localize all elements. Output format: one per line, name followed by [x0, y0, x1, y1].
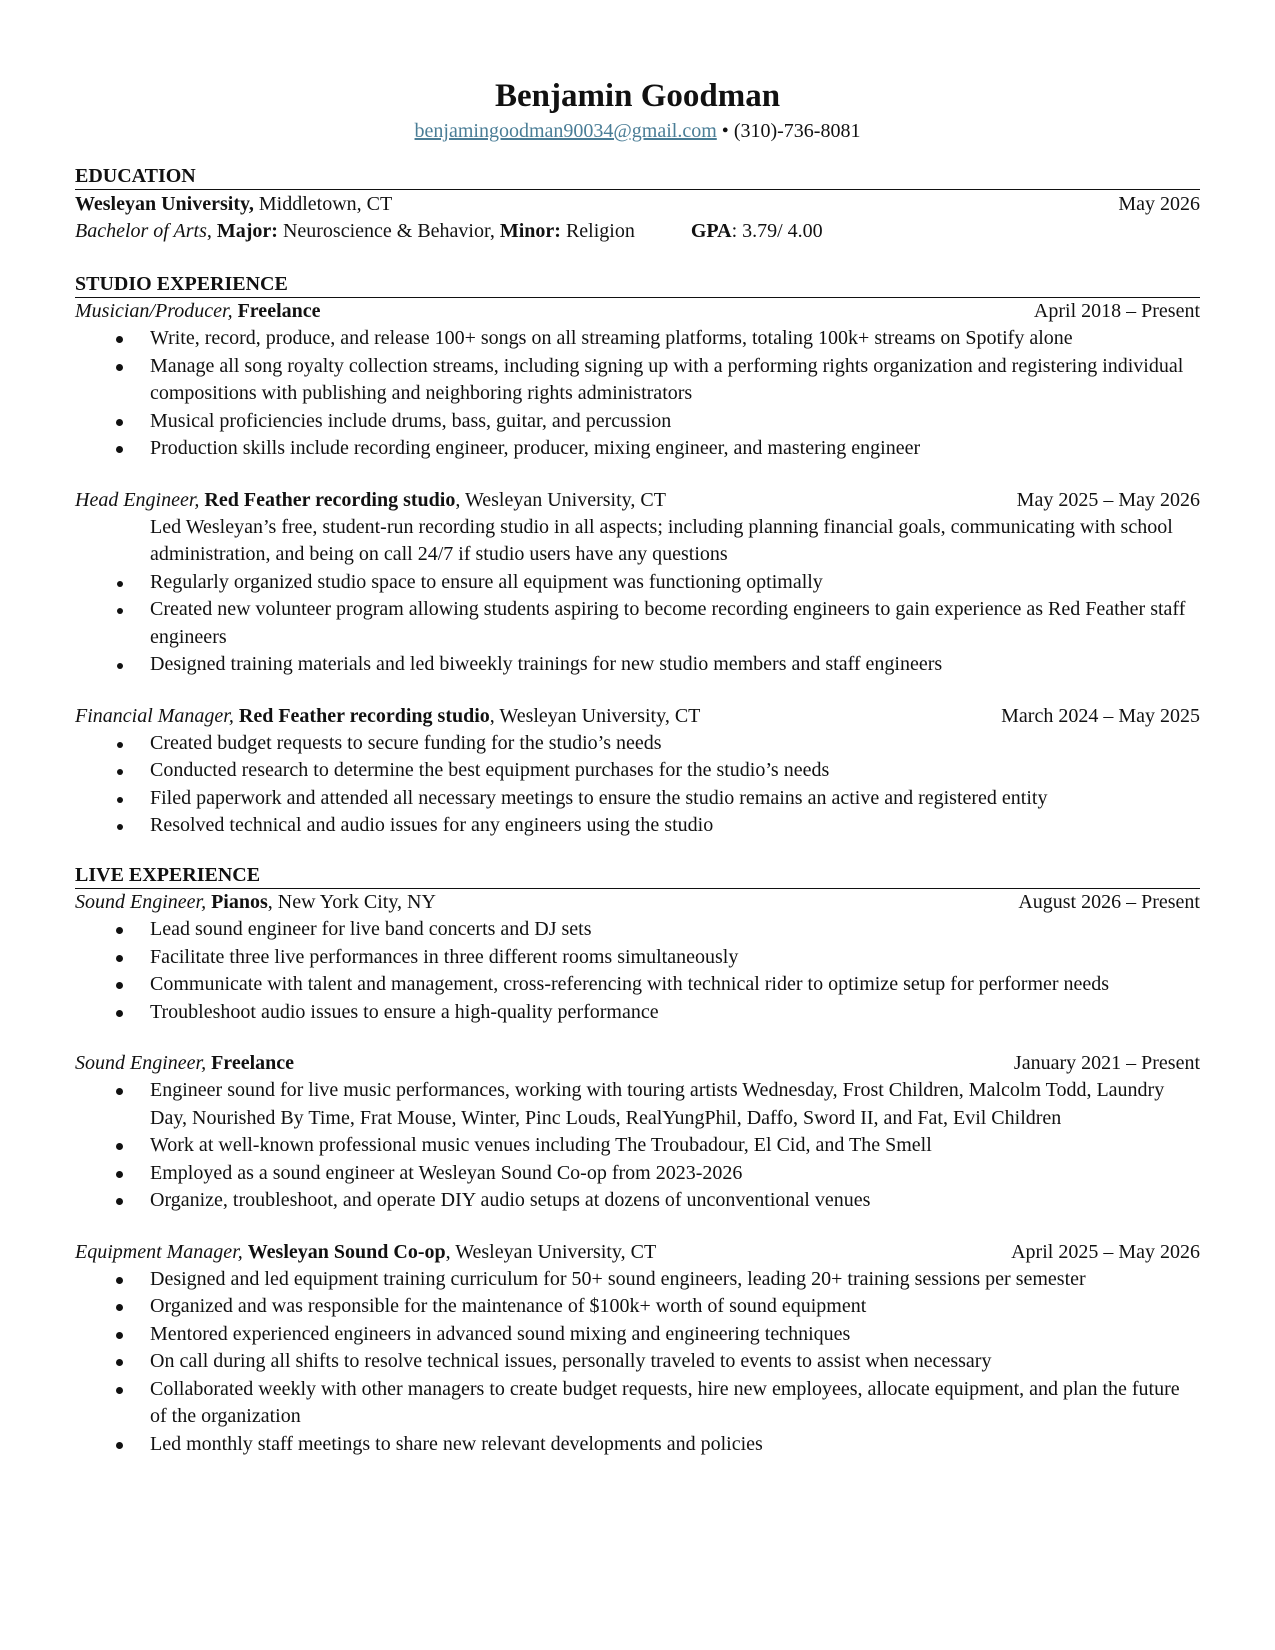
job-role: Musician/Producer,	[75, 300, 233, 322]
job-header	[75, 298, 1200, 325]
bullet-item: Production skills include recording engineer, producer, mixing engineer, and mastering engineer	[75, 435, 1200, 463]
bullet-item: Employed as a sound engineer at Wesleyan Sound Co-op from 2023-2026	[75, 1160, 1200, 1188]
live-experience-section	[75, 863, 1200, 1458]
job-date: March 2024 – May 2025	[1001, 704, 1200, 727]
job-location: , Wesleyan University, CT	[455, 488, 666, 511]
job-role: Financial Manager,	[75, 704, 234, 727]
job-entry	[75, 889, 1200, 1026]
job-bullets	[75, 325, 1200, 463]
job-org: Wesleyan Sound Co-op	[247, 1240, 446, 1263]
bullet-item: Work at well-known professional music venues including The Troubadour, El Cid, and The Smell	[75, 1132, 1200, 1160]
bullet-item: Regularly organized studio space to ensure all equipment was functioning optimally	[75, 569, 1200, 597]
job-header	[75, 1239, 1200, 1266]
bullet-item: Filed paperwork and attended all necessary meetings to ensure the studio remains an active and registered entity	[75, 785, 1200, 813]
bullet-item: On call during all shifts to resolve technical issues, personally traveled to events to assist when necessary	[75, 1348, 1200, 1376]
job-entry	[75, 298, 1200, 463]
bullet-item: Write, record, produce, and release 100+ songs on all streaming platforms, totaling 100k+ streams on Spotify alone	[75, 325, 1200, 353]
job-role: Head Engineer,	[75, 488, 200, 511]
bullet-item: Lead sound engineer for live band concerts and DJ sets	[75, 916, 1200, 944]
job-bullets	[75, 916, 1200, 1026]
candidate-name: Benjamin Goodman	[494, 78, 781, 114]
education-school-row	[75, 191, 1200, 218]
education-date: May 2026	[1118, 193, 1200, 215]
education-section	[75, 164, 1200, 245]
job-date: August 2026 – Present	[1018, 891, 1200, 913]
bullet-item: Designed and led equipment training curriculum for 50+ sound engineers, leading 20+ training sessions per semester	[75, 1266, 1200, 1294]
bullet-item: Musical proficiencies include drums, bass, guitar, and percussion	[75, 408, 1200, 436]
bullet-item: Led monthly staff meetings to share new relevant developments and policies	[75, 1431, 1200, 1459]
bullet-item: Engineer sound for live music performances, working with touring artists Wednesday, Frost Children, Malcolm Todd, Laundry Day, Nourished By Time, Frat Mouse, Winter, Pinc Louds, RealYungPhil, Daffo, Sword II, and Fat, Evil Children	[75, 1077, 1200, 1132]
bullet-item: Mentored experienced engineers in advanced sound mixing and engineering techniques	[75, 1321, 1200, 1349]
job-role: Sound Engineer,	[75, 891, 207, 913]
job-entry	[75, 487, 1200, 679]
job-header	[75, 889, 1200, 916]
job-date: January 2021 – Present	[1013, 1052, 1200, 1074]
job-role: Sound Engineer,	[75, 1052, 207, 1074]
job-entry	[75, 1239, 1200, 1459]
bullet-item: Organize, troubleshoot, and operate DIY audio setups at dozens of unconventional venues	[75, 1187, 1200, 1215]
job-header	[75, 487, 1200, 514]
bullet-item: Collaborated weekly with other managers to create budget requests, hire new employees, allocate equipment, and plan the future of the organization	[75, 1376, 1200, 1431]
school-location: Middletown, CT	[253, 193, 393, 215]
bullet-item: Manage all song royalty collection streams, including signing up with a performing rights organization and registering individual compositions with publishing and neighboring rights administrators	[75, 353, 1200, 408]
job-org: Red Feather recording studio	[238, 704, 490, 727]
bullet-item: Created new volunteer program allowing students aspiring to become recording engineers to gain experience as Red Feather staff engineers	[75, 596, 1200, 651]
resume-page	[75, 0, 1200, 1455]
section-title-live: LIVE EXPERIENCE	[75, 863, 1200, 889]
gpa-value: : 3.79/ 4.00	[731, 220, 823, 242]
job-bullets	[75, 1077, 1200, 1215]
job-org: Pianos	[211, 891, 268, 913]
studio-experience-section	[75, 272, 1200, 840]
degree: Bachelor of Arts	[75, 220, 207, 242]
school-name: Wesleyan University,	[75, 193, 254, 215]
job-location: , New York City, NY	[267, 891, 436, 913]
job-entry	[75, 1050, 1200, 1215]
major: Neuroscience & Behavior,	[277, 220, 500, 242]
job-role: Equipment Manager,	[75, 1240, 243, 1263]
bullet-item: Conducted research to determine the best equipment purchases for the studio’s needs	[75, 757, 1200, 785]
job-date: May 2025 – May 2026	[1016, 488, 1200, 511]
job-org: Red Feather recording studio	[204, 488, 456, 511]
gpa-label: GPA	[690, 220, 732, 242]
bullet-item: Facilitate three live performances in three different rooms simultaneously	[75, 944, 1200, 972]
job-location: , Wesleyan University, CT	[445, 1240, 657, 1263]
job-location: , Wesleyan University, CT	[489, 704, 701, 727]
job-intro: Led Wesleyan’s free, student-run recording studio in all aspects; including planning financial goals, communicating with school administration, and being on call 24/7 if studio users have any questions	[150, 515, 1173, 565]
bullet-item: Troubleshoot audio issues to ensure a high-quality performance	[75, 999, 1200, 1027]
contact-separator: •	[716, 120, 734, 142]
minor-label: Minor:	[499, 220, 561, 242]
contact-line	[75, 119, 1200, 143]
bullet-item: Resolved technical and audio issues for any engineers using the studio	[75, 812, 1200, 840]
section-title-education: EDUCATION	[75, 164, 1200, 190]
job-bullets	[75, 514, 1200, 679]
minor: Religion	[560, 220, 635, 242]
section-title-studio: STUDIO EXPERIENCE	[75, 272, 1200, 298]
phone-number: (310)-736-8081	[733, 120, 861, 142]
job-date: April 2025 – May 2026	[1011, 1240, 1200, 1263]
job-header	[75, 1050, 1200, 1077]
bullet-item: Designed training materials and led biweekly trainings for new studio members and staff engineers	[75, 651, 1200, 679]
major-label: Major:	[216, 220, 278, 242]
job-bullets	[75, 1266, 1200, 1459]
email-link[interactable]: benjamingoodman90034@gmail.com	[414, 120, 717, 142]
job-bullets	[75, 730, 1200, 840]
job-date: April 2018 – Present	[1033, 300, 1200, 322]
bullet-item: Created budget requests to secure funding for the studio’s needs	[75, 730, 1200, 758]
job-org: Freelance	[211, 1052, 295, 1074]
job-org: Freelance	[237, 300, 321, 322]
job-header	[75, 703, 1200, 730]
education-degree-row: Bachelor of Arts, Major: Neuroscience & Behavior, Minor: Religion GPA: 3.79/ 4.00	[75, 220, 823, 242]
bullet-item: Communicate with talent and management, cross-referencing with technical rider to optimize setup for performer needs	[75, 971, 1200, 999]
job-entry	[75, 703, 1200, 840]
bullet-item: Organized and was responsible for the maintenance of $100k+ worth of sound equipment	[75, 1293, 1200, 1321]
